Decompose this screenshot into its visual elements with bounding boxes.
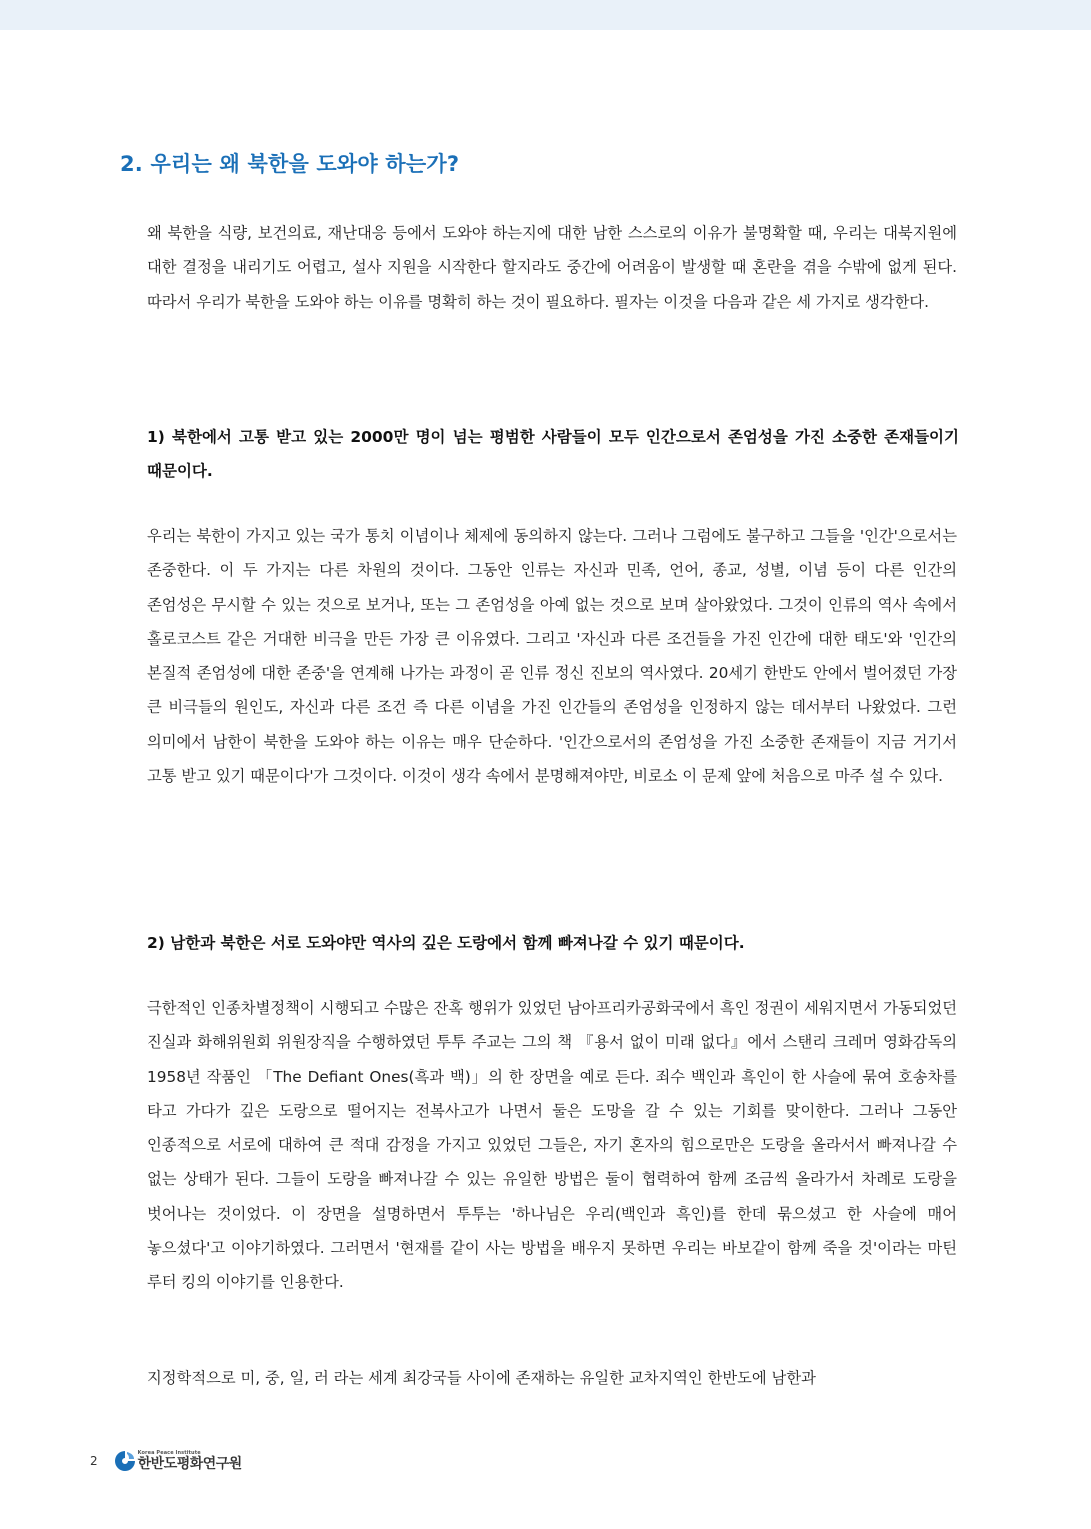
logo-korean-name: 한반도평화연구원 xyxy=(137,1456,242,1472)
top-band xyxy=(0,0,1091,30)
institute-logo xyxy=(114,1450,242,1472)
reason-2-continuation-paragraph: 지정학적으로 미, 중, 일, 러 라는 세계 최강국들 사이에 존재하는 유일한 교차지역인 한반도에 남한과 xyxy=(147,1369,816,1387)
institute-logo-icon xyxy=(114,1450,136,1472)
reason-1-heading: 1) 북한에서 고통 받고 있는 2000만 명이 넘는 평범한 사람들이 모두 인간으로서 존엄성을 가진 소중한 존재들이기 때문이다. xyxy=(147,428,959,481)
section-title: 2. 우리는 왜 북한을 도와야 하는가? xyxy=(120,152,460,176)
reason-2-heading: 2) 남한과 북한은 서로 도와야만 역사의 깊은 도랑에서 함께 빠져나갈 수 있기 때문이다. xyxy=(147,934,745,952)
page-number: 2 xyxy=(90,1454,98,1468)
intro-paragraph: 왜 북한을 식량, 보건의료, 재난대응 등에서 도와야 하는지에 대한 남한 스스로의 이유가 불명확할 때, 우리는 대북지원에 대한 결정을 내리기도 어렵고, 설사 지원을 시작한다 할지라도 중간에 어려움이 발생할 때 혼란을 겪을 수밖에 없게 된다. 따라서 우리가 북한을 도와야 하는 이유를 명확히 하는 것이 필요하다. 필자는 이것을 다음과 같은 세 가지로 생각한다. xyxy=(147,224,957,311)
logo-english-name: Korea Peace Institute xyxy=(137,1450,201,1456)
page-footer xyxy=(90,1446,242,1476)
reason-2-paragraph: 극한적인 인종차별정책이 시행되고 수많은 잔혹 행위가 있었던 남아프리카공화국에서 흑인 정권이 세워지면서 가동되었던 진실과 화해위원회 위원장직을 수행하였던 투투 주교는 그의 책 『용서 없이 미래 없다』에서 스탠리 크레머 영화감독의 1958년 작품인 「The Defiant Ones(흑과 백)」의 한 장면을 예로 든다. 죄수 백인과 흑인이 한 사슬에 묶여 호송차를 타고 가다가 깊은 도랑으로 떨어지는 전복사고가 나면서 둘은 도망을 갈 수 있는 기회를 맞이한다. 그러나 그동안 인종적으로 서로에 대하여 큰 적대 감정을 가지고 있었던 그들은, 자기 혼자의 힘으로만은 도랑을 올라서서 빠져나갈 수 없는 상태가 된다. 그들이 도랑을 빠져나갈 수 있는 유일한 방법은 둘이 협력하여 함께 조금씩 올라가서 차례로 도랑을 벗어나는 것이었다. 이 장면을 설명하면서 투투는 '하나님은 우리(백인과 흑인)를 한데 묶으셨고 한 사슬에 매어 놓으셨다'고 이야기하였다. 그러면서 '현재를 같이 사는 방법을 배우지 못하면 우리는 바보같이 함께 죽을 것'이라는 마틴 루터 킹의 이야기를 인용한다. xyxy=(147,999,957,1292)
reason-1-paragraph: 우리는 북한이 가지고 있는 국가 통치 이념이나 체제에 동의하지 않는다. 그러나 그럼에도 불구하고 그들을 '인간'으로서는 존중한다. 이 두 가지는 다른 차원의 것이다. 그동안 인류는 자신과 민족, 언어, 종교, 성별, 이념 등이 다른 인간의 존엄성은 무시할 수 있는 것으로 보거나, 또는 그 존엄성을 아예 없는 것으로 보며 살아왔었다. 그것이 인류의 역사 속에서 홀로코스트 같은 거대한 비극을 만든 가장 큰 이유였다. 그리고 '자신과 다른 조건들을 가진 인간에 대한 태도'와 '인간의 본질적 존엄성에 대한 존중'을 연계해 나가는 과정이 곧 인류 정신 진보의 역사였다. 20세기 한반도 안에서 벌어졌던 가장 큰 비극들의 원인도, 자신과 다른 조건 즉 다른 이념을 가진 인간들의 존엄성을 인정하지 않는 데서부터 나왔었다. 그런 의미에서 남한이 북한을 도와야 하는 이유는 매우 단순하다. '인간으로서의 존엄성을 가진 소중한 존재들이 지금 거기서 고통 받고 있기 때문이다'가 그것이다. 이것이 생각 속에서 분명해져야만, 비로소 이 문제 앞에 처음으로 마주 설 수 있다. xyxy=(147,527,957,786)
